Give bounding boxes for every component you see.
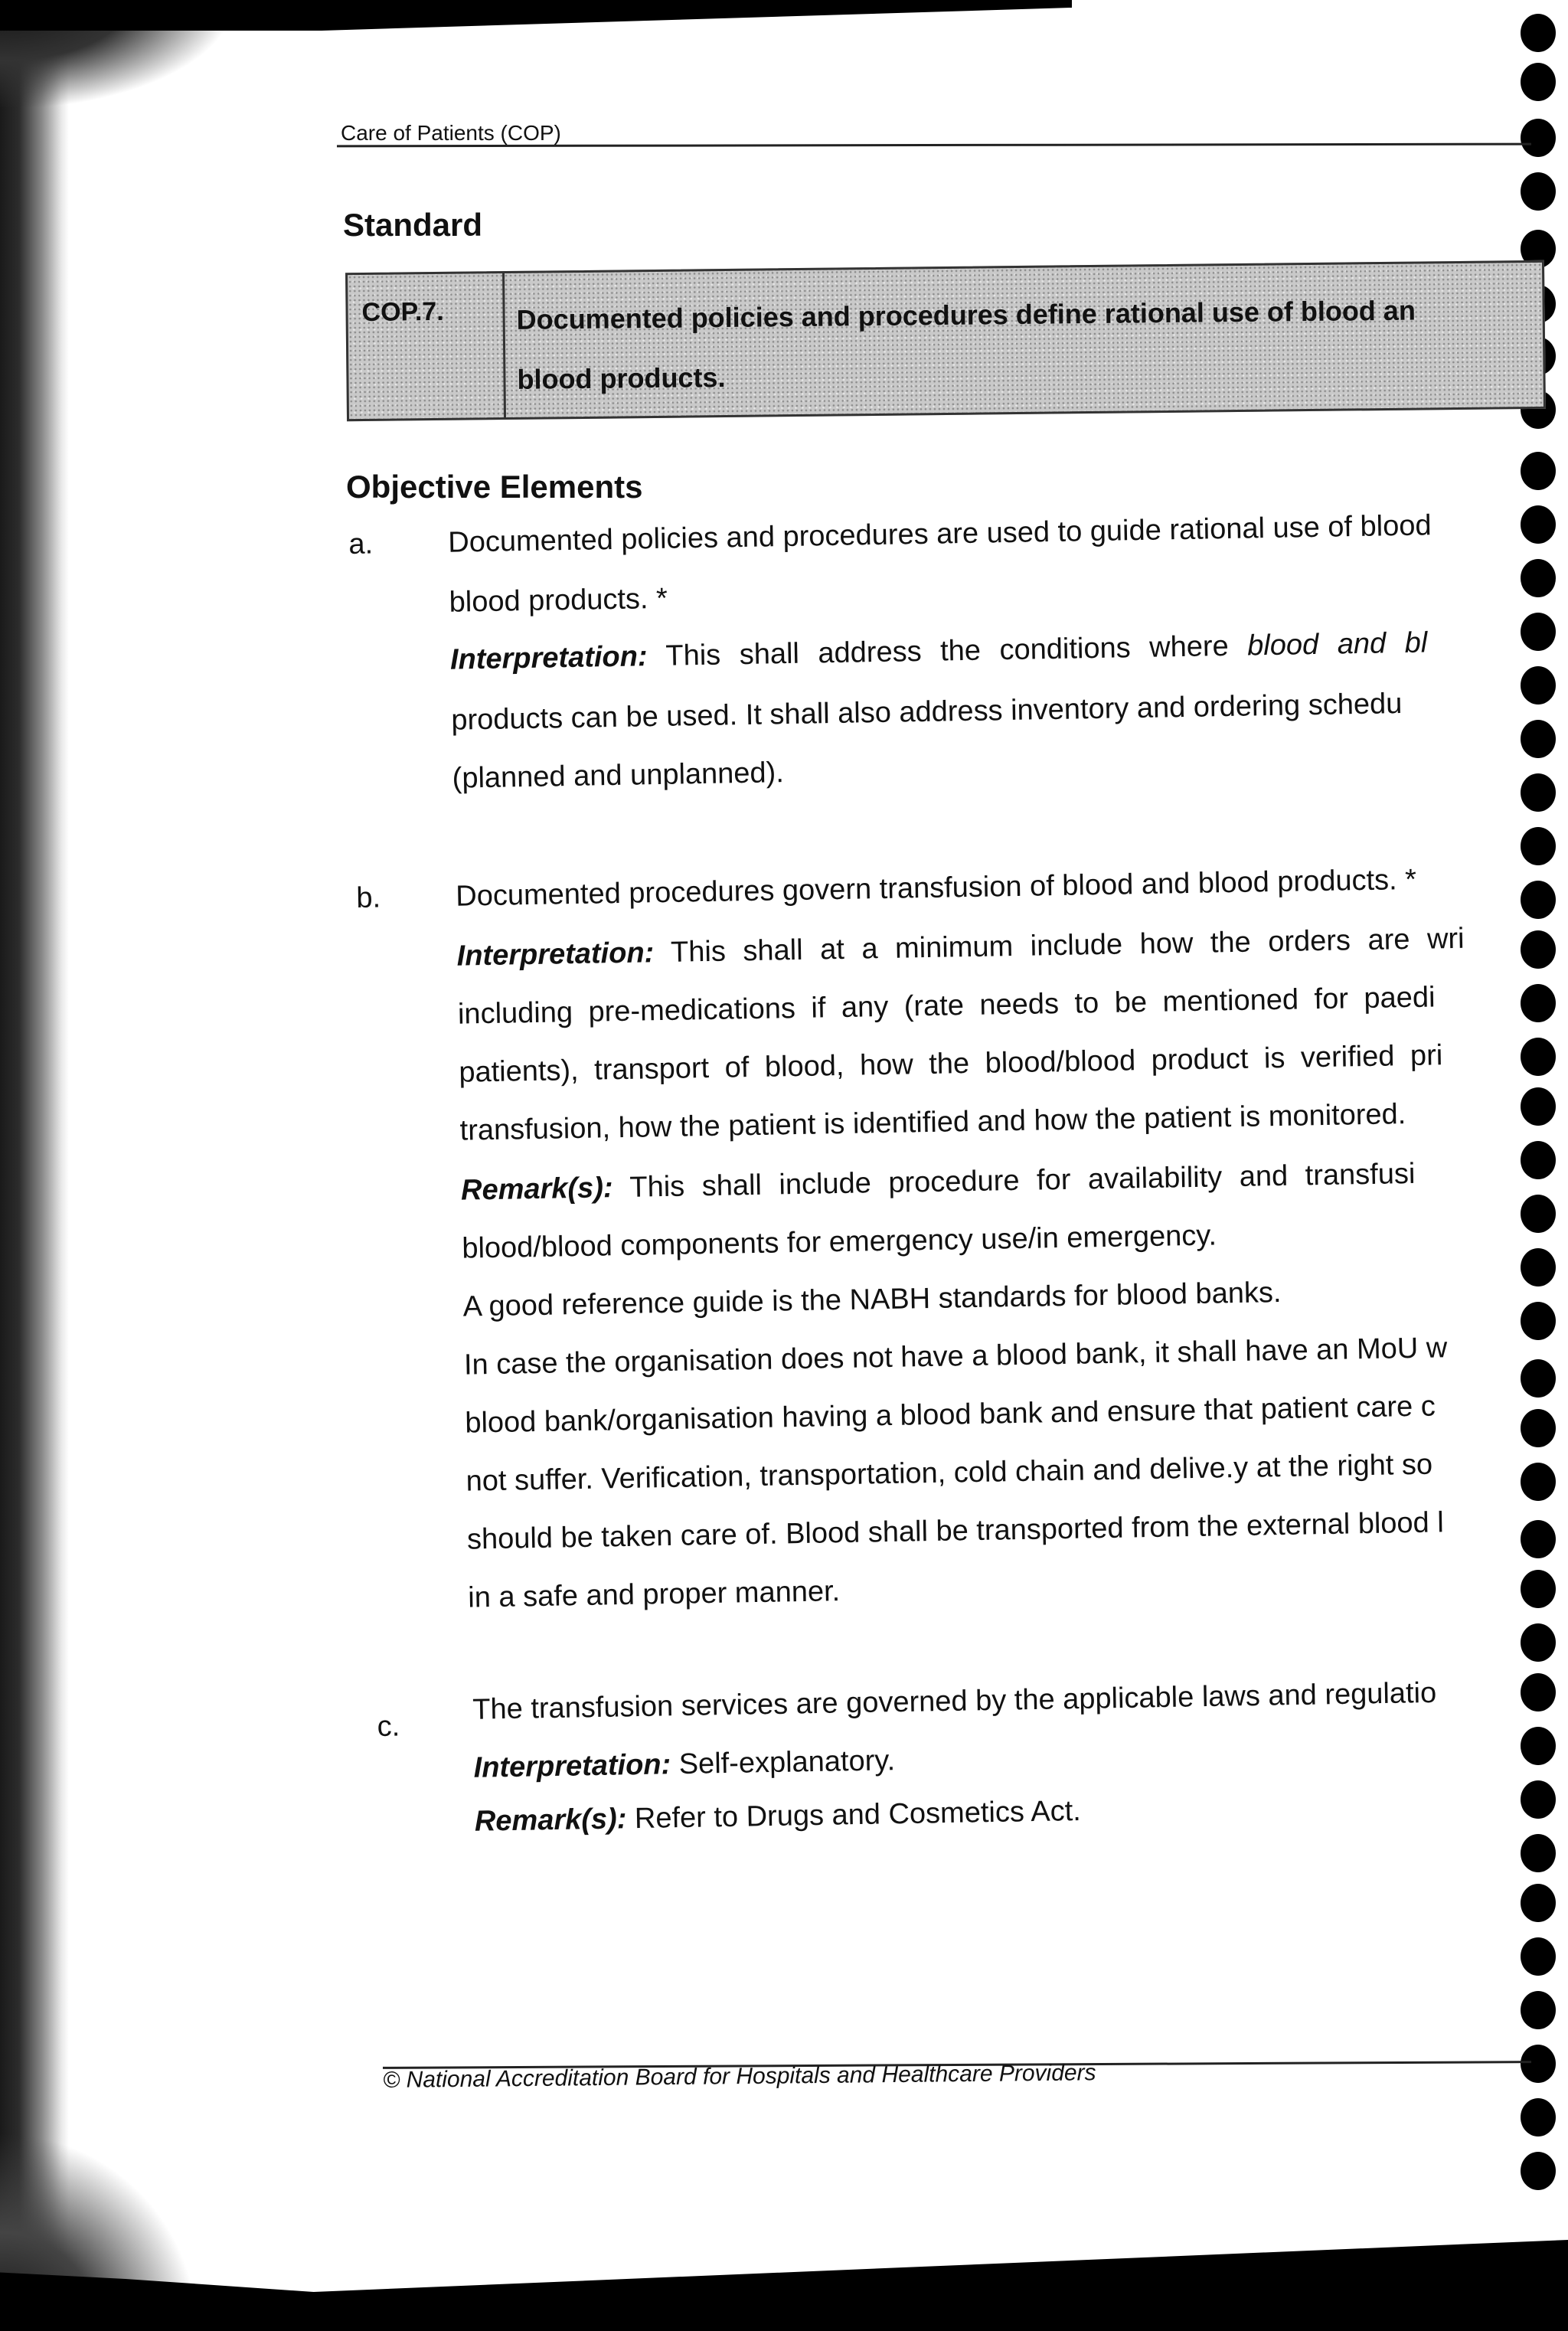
binder-hole <box>1521 930 1556 969</box>
page-section-title: Care of Patients (COP) <box>341 121 561 145</box>
remark-line: In case the organisation does not have a blood bank, it shall have an MoU w <box>463 1332 1448 1381</box>
interpretation-text: This shall at a minimum include how the orders are wri <box>670 922 1465 969</box>
standard-text-line: blood products. <box>517 361 726 395</box>
binder-hole <box>1521 2098 1556 2136</box>
interpretation-label: Interpretation: <box>456 937 655 973</box>
remark-text: Refer to Drugs and Cosmetics Act. <box>634 1794 1082 1836</box>
binder-hole <box>1521 1834 1556 1872</box>
binder-hole <box>1521 1570 1556 1608</box>
objective-elements-heading: Objective Elements <box>346 469 643 505</box>
interpretation-text: Self-explanatory. <box>678 1744 896 1781</box>
binder-hole <box>1521 666 1556 705</box>
binder-hole <box>1521 1302 1556 1340</box>
interpretation-line: patients), transport of blood, how the blood/blood product is verified pri <box>458 1039 1443 1089</box>
footer-copyright: © National Accreditation Board for Hospitals and Healthcare Providers <box>383 2060 1096 2093</box>
standard-text <box>516 280 1544 410</box>
binder-hole <box>1521 2045 1556 2083</box>
binder-hole <box>1521 119 1556 157</box>
binder-hole <box>1521 613 1556 651</box>
interpretation-line: (planned and unplanned). <box>452 757 785 795</box>
remark-line: not suffer. Verification, transportation, cold chain and delive.y at the right so <box>466 1448 1433 1498</box>
binder-hole <box>1521 773 1556 812</box>
binder-hole <box>1521 1991 1556 2029</box>
binder-hole <box>1521 1937 1556 1976</box>
binder-hole <box>1521 559 1556 597</box>
standard-text-line: Documented policies and procedures define rational use of blood an <box>516 294 1416 335</box>
interpretation-label: Interpretation: <box>449 640 648 676</box>
binder-hole <box>1521 1463 1556 1501</box>
remark-line: blood/blood components for emergency use/in emergency. <box>462 1219 1217 1265</box>
interpretation-line: including pre-medications if any (rate needs to be mentioned for paedi <box>457 981 1436 1031</box>
item-main-text: blood products. * <box>449 582 668 619</box>
binder-hole <box>1521 881 1556 919</box>
interpretation-line <box>450 626 1428 676</box>
remark-line: A good reference guide is the NABH standards for blood banks. <box>462 1276 1282 1323</box>
interpretation-text-italic: blood and bl <box>1246 626 1428 662</box>
binder-hole <box>1521 720 1556 758</box>
interpretation-label: Interpretation: <box>473 1748 671 1784</box>
binder-hole <box>1521 1087 1556 1126</box>
standard-box <box>345 260 1546 421</box>
binder-hole <box>1521 14 1556 52</box>
interpretation-line: transfusion, how the patient is identified and how the patient is monitored. <box>459 1098 1406 1147</box>
binder-hole <box>1521 1141 1556 1179</box>
interpretation-line: products can be used. It shall also address inventory and ordering schedu <box>451 688 1403 737</box>
remark-label: Remark(s): <box>460 1172 613 1207</box>
item-main-text: Documented procedures govern transfusion of blood and blood products. * <box>455 863 1417 913</box>
remark-line: blood bank/organisation having a blood bank and ensure that patient care c <box>464 1390 1436 1440</box>
binder-hole <box>1521 1359 1556 1398</box>
remark-line: in a safe and proper manner. <box>467 1575 841 1614</box>
item-main-text: Documented policies and procedures are used to guide rational use of blood <box>447 509 1432 559</box>
item-letter: b. <box>356 881 381 914</box>
binder-hole <box>1521 1520 1556 1558</box>
binder-hole <box>1521 1409 1556 1447</box>
binder-hole <box>1521 827 1556 865</box>
binder-hole <box>1521 1038 1556 1076</box>
item-main-text: The transfusion services are governed by the applicable laws and regulatio <box>472 1676 1437 1726</box>
remark-line <box>475 1795 1082 1839</box>
binder-hole <box>1521 172 1556 211</box>
binder-hole <box>1521 1623 1556 1662</box>
item-letter: a. <box>348 528 374 561</box>
scan-shadow-top <box>0 0 1072 31</box>
scan-shadow-bottom <box>0 2201 1568 2331</box>
binder-hole <box>1521 1780 1556 1819</box>
binder-hole <box>1521 2152 1556 2190</box>
remark-line: should be taken care of. Blood shall be transported from the external blood l <box>466 1506 1445 1556</box>
binder-hole <box>1521 1673 1556 1711</box>
scan-shadow-left <box>0 0 69 2331</box>
interpretation-text: This shall address the conditions where <box>665 629 1230 672</box>
binder-hole <box>1521 1727 1556 1765</box>
item-letter: c. <box>377 1710 400 1743</box>
binder-hole <box>1521 1248 1556 1286</box>
interpretation-line <box>456 923 1465 973</box>
binder-hole <box>1521 505 1556 544</box>
binder-hole <box>1521 63 1556 101</box>
binder-hole <box>1521 1195 1556 1233</box>
remark-text: This shall include procedure for availability and transfusi <box>629 1157 1416 1204</box>
binder-hole <box>1521 452 1556 490</box>
remark-line <box>461 1158 1416 1208</box>
binder-hole <box>1521 1884 1556 1922</box>
binder-hole <box>1521 984 1556 1022</box>
remark-label: Remark(s): <box>474 1803 627 1838</box>
interpretation-line <box>473 1744 895 1785</box>
standard-heading: Standard <box>343 207 483 243</box>
standard-code: COP.7. <box>348 273 506 419</box>
